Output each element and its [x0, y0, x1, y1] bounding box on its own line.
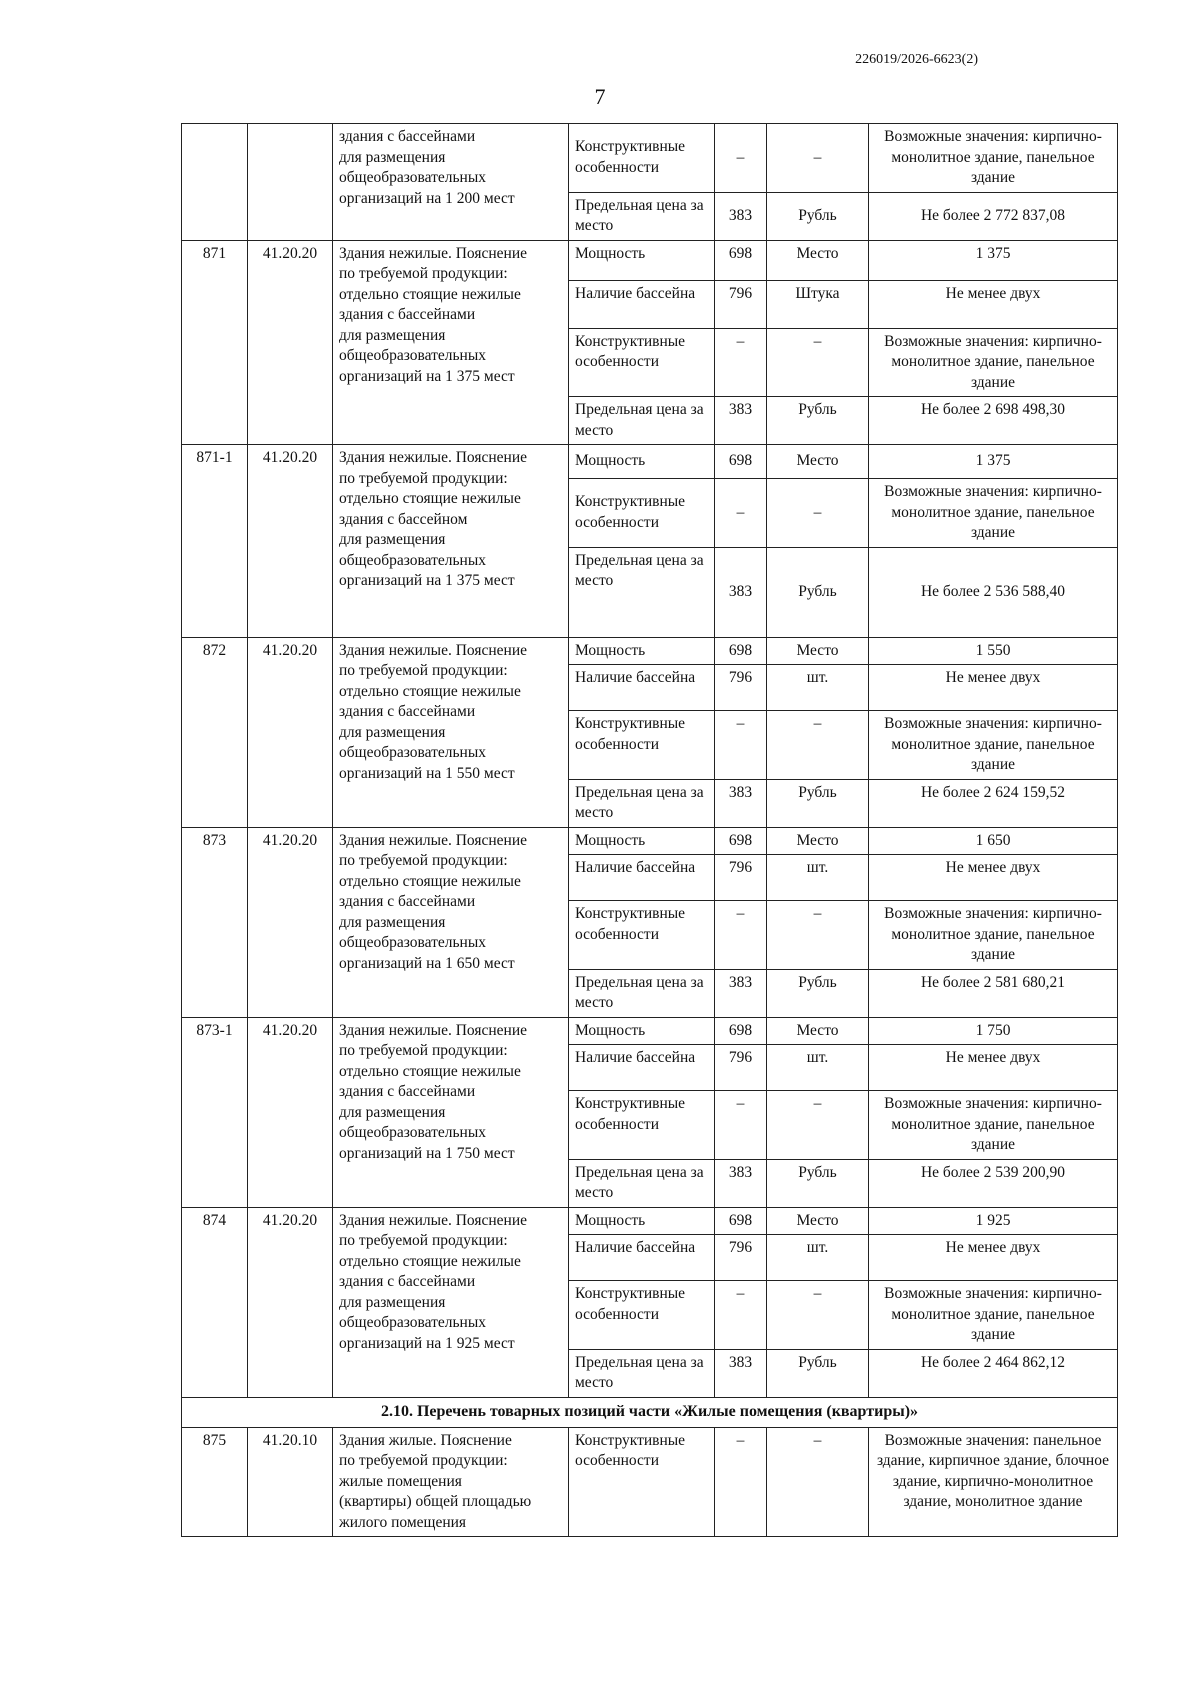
char-value: Не более 2 536 588,40: [869, 547, 1118, 637]
char-code: –: [715, 711, 767, 780]
page-number: 7: [594, 84, 606, 109]
char-value: Не более 2 698 498,30: [869, 397, 1118, 445]
char-name: Мощность: [569, 637, 715, 665]
table-row: [182, 124, 1118, 193]
table-row: [182, 637, 1118, 665]
char-code: 383: [715, 969, 767, 1017]
char-unit: Место: [767, 827, 869, 855]
char-value: Возможные значения: кирпично-монолитное здание, панельное здание: [869, 1091, 1118, 1160]
char-unit: Рубль: [767, 779, 869, 827]
char-name: Конструктивные особенности: [569, 711, 715, 780]
char-name: Наличие бассейна: [569, 665, 715, 711]
char-name: Мощность: [569, 827, 715, 855]
char-name: Мощность: [569, 240, 715, 280]
char-unit: –: [767, 328, 869, 397]
char-name: Предельная цена за место: [569, 192, 715, 240]
char-name: Предельная цена за место: [569, 969, 715, 1017]
char-code: 383: [715, 397, 767, 445]
char-value: Возможные значения: кирпично-монолитное здание, панельное здание: [869, 901, 1118, 970]
char-value: Возможные значения: кирпично-монолитное здание, панельное здание: [869, 124, 1118, 193]
char-unit: –: [767, 479, 869, 548]
char-code: 796: [715, 665, 767, 711]
table-row: [182, 1427, 1118, 1537]
char-value: Возможные значения: панельное здание, кирпичное здание, блочное здание, кирпично-монолитное здание, монолитное здание: [869, 1427, 1118, 1537]
char-value: Возможные значения: кирпично-монолитное здание, панельное здание: [869, 328, 1118, 397]
char-value: Не более 2 624 159,52: [869, 779, 1118, 827]
char-unit: Место: [767, 637, 869, 665]
table-row: [182, 445, 1118, 479]
char-unit: –: [767, 124, 869, 193]
char-name: Предельная цена за место: [569, 397, 715, 445]
char-code: –: [715, 1427, 767, 1537]
char-code: –: [715, 1281, 767, 1350]
description-cell: Здания нежилые. Пояснение по требуемой продукции: отдельно стоящие нежилые здания с бассейном для размещения общеобразовательных организаций на 1 375 мест: [333, 445, 569, 638]
char-code: 796: [715, 1045, 767, 1091]
char-value: 1 750: [869, 1017, 1118, 1045]
char-value: 1 375: [869, 240, 1118, 280]
char-code: –: [715, 328, 767, 397]
description-cell: Здания нежилые. Пояснение по требуемой продукции: отдельно стоящие нежилые здания с бассейнами для размещения общеобразовательных организаций на 1 550 мест: [333, 637, 569, 827]
char-name: Конструктивные особенности: [569, 328, 715, 397]
okpd-code: 41.20.20: [248, 1017, 333, 1207]
document-id: 226019/2026-6623(2): [855, 52, 978, 67]
char-value: Возможные значения: кирпично-монолитное здание, панельное здание: [869, 1281, 1118, 1350]
char-code: 383: [715, 1349, 767, 1397]
char-value: Не более 2 772 837,08: [869, 192, 1118, 240]
char-name: Конструктивные особенности: [569, 124, 715, 193]
char-unit: Штука: [767, 280, 869, 328]
description-cell: Здания нежилые. Пояснение по требуемой продукции: отдельно стоящие нежилые здания с бассейнами для размещения общеобразовательных организаций на 1 925 мест: [333, 1207, 569, 1397]
char-name: Конструктивные особенности: [569, 901, 715, 970]
char-unit: –: [767, 711, 869, 780]
char-unit: –: [767, 1427, 869, 1537]
okpd-code: 41.20.20: [248, 240, 333, 445]
char-name: Наличие бассейна: [569, 1235, 715, 1281]
row-number: 873: [182, 827, 248, 1017]
char-value: Не более 2 539 200,90: [869, 1159, 1118, 1207]
char-unit: –: [767, 901, 869, 970]
char-code: –: [715, 901, 767, 970]
row-number: 871: [182, 240, 248, 445]
char-code: 383: [715, 1159, 767, 1207]
char-unit: Рубль: [767, 969, 869, 1017]
char-name: Предельная цена за место: [569, 547, 715, 637]
description-cell: Здания жилые. Пояснение по требуемой продукции: жилые помещения (квартиры) общей площадью жилого помещения: [333, 1427, 569, 1537]
char-code: 796: [715, 280, 767, 328]
char-code: 698: [715, 240, 767, 280]
row-number: 872: [182, 637, 248, 827]
char-code: 698: [715, 1017, 767, 1045]
char-name: Конструктивные особенности: [569, 1281, 715, 1350]
row-number: 874: [182, 1207, 248, 1397]
char-name: Мощность: [569, 445, 715, 479]
char-unit: шт.: [767, 665, 869, 711]
description-cell: Здания нежилые. Пояснение по требуемой продукции: отдельно стоящие нежилые здания с бассейнами для размещения общеобразовательных организаций на 1 750 мест: [333, 1017, 569, 1207]
okpd-code: 41.20.20: [248, 445, 333, 638]
char-value: Не менее двух: [869, 1045, 1118, 1091]
table-row: [182, 1207, 1118, 1235]
char-unit: –: [767, 1091, 869, 1160]
row-number: 875: [182, 1427, 248, 1537]
char-name: Наличие бассейна: [569, 1045, 715, 1091]
char-unit: Рубль: [767, 397, 869, 445]
char-unit: Место: [767, 445, 869, 479]
table-row: [182, 240, 1118, 280]
char-code: 383: [715, 779, 767, 827]
row-number: 873-1: [182, 1017, 248, 1207]
char-value: Возможные значения: кирпично-монолитное здание, панельное здание: [869, 711, 1118, 780]
okpd-code: 41.20.20: [248, 1207, 333, 1397]
char-value: Не менее двух: [869, 665, 1118, 711]
char-name: Предельная цена за место: [569, 779, 715, 827]
okpd-code: 41.20.20: [248, 827, 333, 1017]
char-unit: шт.: [767, 1045, 869, 1091]
char-value: Не менее двух: [869, 280, 1118, 328]
char-unit: Место: [767, 240, 869, 280]
char-name: Конструктивные особенности: [569, 1091, 715, 1160]
description-cell: Здания нежилые. Пояснение по требуемой продукции: отдельно стоящие нежилые здания с бассейнами для размещения общеобразовательных организаций на 1 375 мест: [333, 240, 569, 445]
table-row: [182, 827, 1118, 855]
char-value: 1 550: [869, 637, 1118, 665]
char-value: Не более 2 464 862,12: [869, 1349, 1118, 1397]
char-name: Мощность: [569, 1017, 715, 1045]
char-unit: Место: [767, 1207, 869, 1235]
char-name: Наличие бассейна: [569, 280, 715, 328]
char-unit: Рубль: [767, 1349, 869, 1397]
char-code: 698: [715, 445, 767, 479]
char-value: Возможные значения: кирпично-монолитное здание, панельное здание: [869, 479, 1118, 548]
char-code: 383: [715, 192, 767, 240]
char-code: 698: [715, 637, 767, 665]
okpd-code: 41.20.10: [248, 1427, 333, 1537]
char-name: Конструктивные особенности: [569, 479, 715, 548]
char-value: 1 925: [869, 1207, 1118, 1235]
char-code: –: [715, 1091, 767, 1160]
description-cell: Здания нежилые. Пояснение по требуемой продукции: отдельно стоящие нежилые здания с бассейнами для размещения общеобразовательных организаций на 1 650 мест: [333, 827, 569, 1017]
char-code: –: [715, 479, 767, 548]
char-code: 698: [715, 1207, 767, 1235]
char-name: Предельная цена за место: [569, 1349, 715, 1397]
char-unit: Рубль: [767, 192, 869, 240]
char-unit: шт.: [767, 855, 869, 901]
row-number: 871-1: [182, 445, 248, 638]
char-name: Конструктивные особенности: [569, 1427, 715, 1537]
char-unit: Рубль: [767, 547, 869, 637]
okpd-code: 41.20.20: [248, 637, 333, 827]
char-unit: Рубль: [767, 1159, 869, 1207]
table-row: [182, 1017, 1118, 1045]
char-value: Не более 2 581 680,21: [869, 969, 1118, 1017]
char-value: Не менее двух: [869, 855, 1118, 901]
spec-table: [181, 123, 1118, 1537]
char-code: 698: [715, 827, 767, 855]
char-code: 383: [715, 547, 767, 637]
description-cell: здания с бассейнами для размещения общеобразовательных организаций на 1 200 мест: [333, 124, 569, 241]
char-value: 1 650: [869, 827, 1118, 855]
section-title-row: [182, 1397, 1118, 1427]
char-unit: шт.: [767, 1235, 869, 1281]
char-name: Мощность: [569, 1207, 715, 1235]
section-title: 2.10. Перечень товарных позиций части «Жилые помещения (квартиры)»: [182, 1397, 1118, 1427]
char-unit: –: [767, 1281, 869, 1350]
char-value: Не менее двух: [869, 1235, 1118, 1281]
char-value: 1 375: [869, 445, 1118, 479]
char-name: Предельная цена за место: [569, 1159, 715, 1207]
char-unit: Место: [767, 1017, 869, 1045]
char-code: –: [715, 124, 767, 193]
char-code: 796: [715, 1235, 767, 1281]
char-code: 796: [715, 855, 767, 901]
char-name: Наличие бассейна: [569, 855, 715, 901]
